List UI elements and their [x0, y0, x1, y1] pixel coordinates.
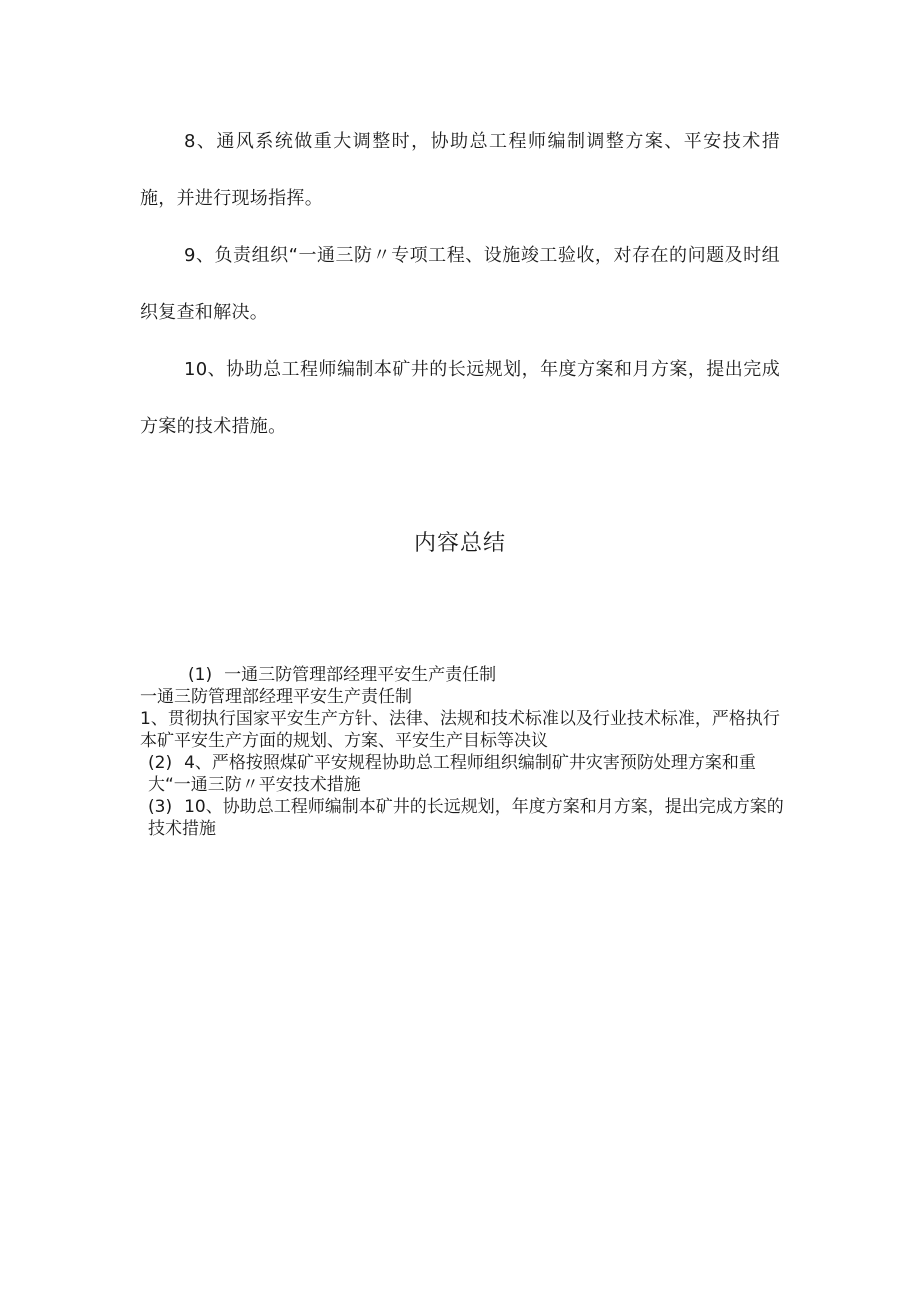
paragraph-8: 8、通风系统做重大调整时，协助总工程师编制调整方案、平安技术措施，并进行现场指挥。	[140, 131, 780, 209]
summary-title: 内容总结	[413, 531, 506, 556]
summary-item-3-number: (3)	[148, 797, 173, 817]
summary-item-3	[140, 796, 785, 840]
paragraph-10: 10、协助总工程师编制本矿井的长远规划，年度方案和月方案，提出完成方案的技术措施。	[140, 359, 780, 437]
summary-item-1-heading-line	[140, 664, 785, 686]
summary-item-1-subheading: 一通三防管理部经理平安生产责任制	[140, 687, 412, 707]
summary-item-1-heading: 一通三防管理部经理平安生产责任制	[224, 665, 497, 685]
summary-item-1-number: (1)	[188, 665, 213, 685]
paragraph-9: 9、负责组织“一通三防〃专项工程、设施竣工验收，对存在的问题及时组织复查和解决。	[140, 245, 780, 323]
summary-item-2-number: (2)	[148, 753, 173, 773]
summary-list	[140, 664, 785, 840]
summary-item-2-body: 4、严格按照煤矿平安规程协助总工程师组织编制矿井灾害预防处理方案和重大“一通三防〃平安技术措施	[148, 753, 756, 795]
summary-item-2	[140, 752, 785, 796]
summary-item-1-body: 1、贯彻执行国家平安生产方针、法律、法规和技术标准以及行业技术标准，严格执行本矿平安生产方面的规划、方案、平安生产目标等决议	[140, 709, 780, 751]
summary-item-3-body: 10、协助总工程师编制本矿井的长远规划，年度方案和月方案，提出完成方案的技术措施	[148, 797, 784, 839]
